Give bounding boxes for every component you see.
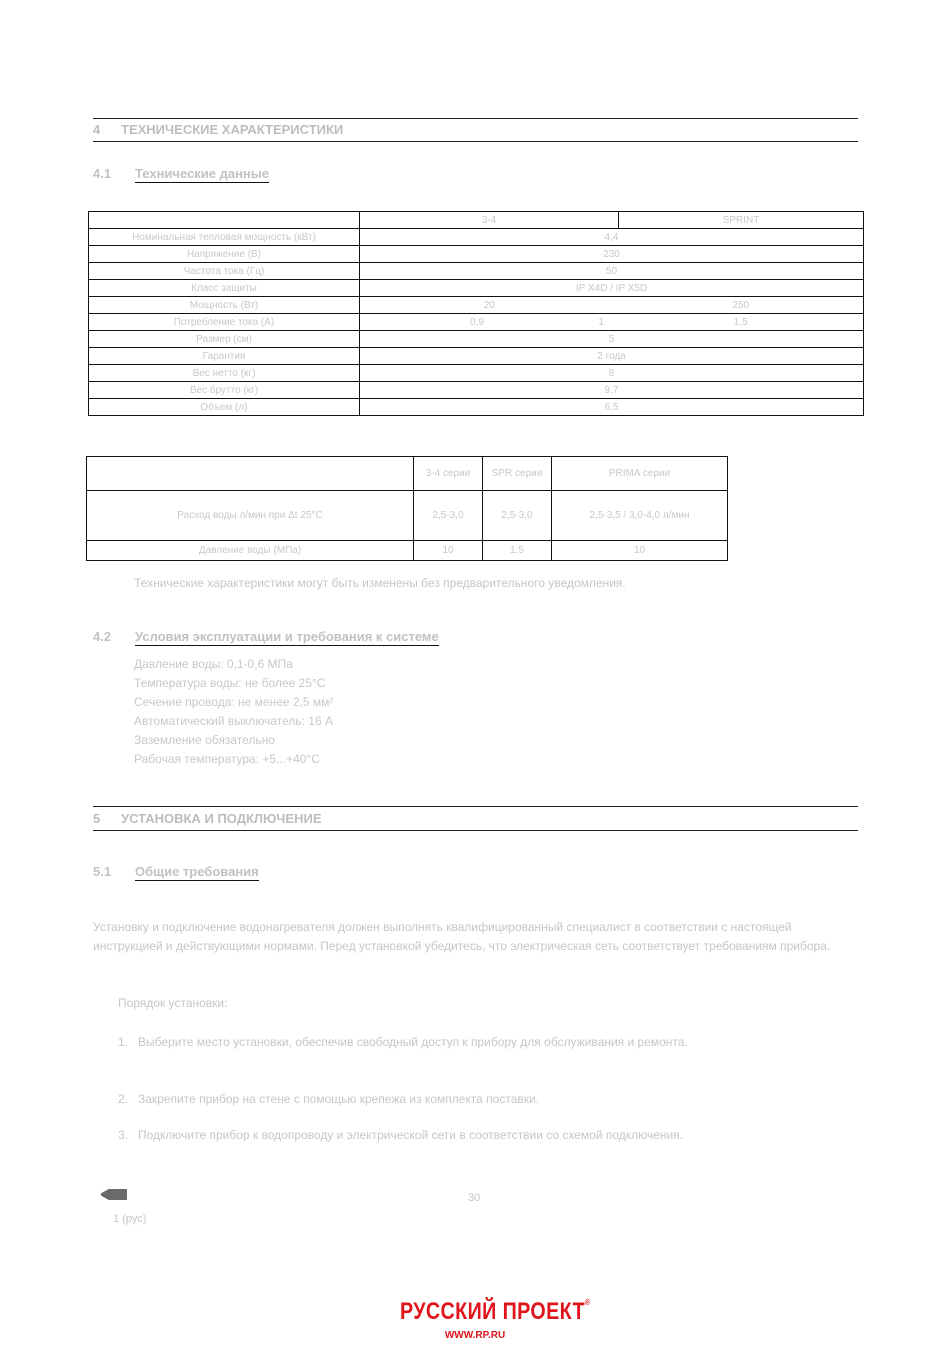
- table-header-row: [87, 457, 728, 491]
- install-step: [118, 1090, 858, 1109]
- specs-table: [88, 211, 864, 416]
- table-cell: 4,4: [360, 229, 864, 246]
- table-cell: 10: [414, 541, 483, 561]
- list-item: Давление воды: 0,1-0,6 МПа: [134, 657, 293, 671]
- table-cell: 6,5: [360, 399, 864, 416]
- subsection-title-text: Условия эксплуатации и требования к системе: [135, 629, 439, 644]
- registered-mark: ®: [585, 1298, 591, 1307]
- table-row: [89, 246, 864, 263]
- brand-logo: [400, 1298, 590, 1326]
- table-cell: 1,5: [619, 314, 864, 331]
- section-rule-bottom: [93, 830, 858, 831]
- table-header-cell: 3-4 серии: [414, 457, 483, 491]
- brand-url: WWW.RP.RU: [444, 1330, 506, 1341]
- table-cell: 10: [552, 541, 728, 561]
- step-text: Подключите прибор к водопроводу и электрической сети в соответствии со схемой подключения.: [138, 1128, 683, 1142]
- table-cell-label: Напряжение (В): [89, 246, 360, 263]
- table-cell: 2 года: [360, 348, 864, 365]
- requirements-list: [134, 655, 333, 769]
- table-note: Технические характеристики могут быть изменены без предварительного уведомления.: [134, 576, 626, 590]
- footer-note: 1 (рус): [113, 1213, 147, 1225]
- section-5-title-text: УСТАНОВКА И ПОДКЛЮЧЕНИЕ: [121, 811, 322, 826]
- section-rule-top: [93, 118, 858, 119]
- table-row: [89, 348, 864, 365]
- table-row: [89, 331, 864, 348]
- table-cell: 20: [360, 297, 619, 314]
- table-cell-value: 0,9: [470, 316, 484, 328]
- section-4-title-text: ТЕХНИЧЕСКИЕ ХАРАКТЕРИСТИКИ: [121, 122, 344, 137]
- table-cell-label: Вес брутто (кг): [89, 382, 360, 399]
- list-item: Сечение провода: не менее 2,5 мм²: [134, 695, 334, 709]
- flow-table: [86, 456, 728, 561]
- table-cell-label: Объем (л): [89, 399, 360, 416]
- table-row: [89, 263, 864, 280]
- brand-name: РУССКИЙ ПРОЕКТ: [400, 1298, 586, 1325]
- table-header-cell: [87, 457, 414, 491]
- install-intro: Порядок установки:: [118, 996, 228, 1010]
- table-cell-label: Размер (см): [89, 331, 360, 348]
- table-row: [89, 382, 864, 399]
- section-rule-bottom: [93, 141, 858, 142]
- install-step: [118, 1033, 858, 1052]
- table-cell: [360, 314, 619, 331]
- step-number: 3.: [118, 1128, 129, 1142]
- list-item: Заземление обязательно: [134, 733, 275, 747]
- install-paragraph: Установку и подключение водонагревателя должен выполнять квалифицированный специалист в соответствии с настоящей инструкцией и действующими нормами. Перед установкой убедитесь, что электрическая сеть соответствует требованиям прибора.: [93, 920, 831, 953]
- subsection-4-2-title: [93, 629, 439, 644]
- table-cell: 50: [360, 263, 864, 280]
- table-header-row: [89, 212, 864, 229]
- table-row: [89, 297, 864, 314]
- subsection-5-1-title: [93, 864, 259, 879]
- step-number: 2.: [118, 1092, 129, 1106]
- section-4-title: [93, 122, 343, 137]
- install-step: [118, 1126, 858, 1145]
- list-item: Автоматический выключатель: 16 А: [134, 714, 333, 728]
- table-cell-label: Класс защиты: [89, 280, 360, 297]
- subsection-title-text: Технические данные: [135, 166, 270, 181]
- subsection-number: 5.1: [93, 864, 112, 879]
- book-icon: [101, 1189, 127, 1200]
- table-cell: 2,5-3,0: [483, 491, 552, 541]
- table-row: [89, 280, 864, 297]
- table-cell-label: Давление воды (МПа): [87, 541, 414, 561]
- list-item: Рабочая температура: +5...+40°C: [134, 752, 320, 766]
- step-text: Выберите место установки, обеспечив свободный доступ к прибору для обслуживания и ремонта.: [138, 1035, 688, 1049]
- table-cell-value: 1: [598, 316, 604, 328]
- table-cell: IP X4D / IP X5D: [360, 280, 864, 297]
- table-cell: 250: [619, 297, 864, 314]
- table-header-cell: PRIMA серии: [552, 457, 728, 491]
- table-cell-label: Потребление тока (А): [89, 314, 360, 331]
- table-row: [89, 229, 864, 246]
- list-item: Температура воды: не более 25°C: [134, 676, 326, 690]
- table-cell: 5: [360, 331, 864, 348]
- table-header-cell: SPR серии: [483, 457, 552, 491]
- section-5-title: [93, 811, 321, 826]
- table-cell: 2,5-3,5 / 3,0-4,0 л/мин: [552, 491, 728, 541]
- table-cell: 2,5-3,0: [414, 491, 483, 541]
- subsection-number: 4.2: [93, 629, 112, 644]
- subsection-number: 4.1: [93, 166, 112, 181]
- table-row: [89, 314, 864, 331]
- table-row: [87, 541, 728, 561]
- table-cell-label: Расход воды л/мин при Δt 25°C: [87, 491, 414, 541]
- table-cell: 230: [360, 246, 864, 263]
- table-header-cell: [89, 212, 360, 229]
- section-4-number: 4: [93, 122, 101, 137]
- table-cell-label: Номинальная тепловая мощность (кВт): [89, 229, 360, 246]
- table-row: [89, 365, 864, 382]
- subsection-4-1-title: [93, 166, 269, 181]
- table-row: [89, 399, 864, 416]
- table-cell-label: Мощность (Вт): [89, 297, 360, 314]
- table-row: [87, 491, 728, 541]
- table-header-cell: 3-4: [360, 212, 619, 229]
- section-rule-top: [93, 806, 858, 807]
- step-text: Закрепите прибор на стене с помощью крепежа из комплекта поставки.: [138, 1092, 540, 1106]
- page-number: 30: [468, 1192, 481, 1204]
- subsection-title-text: Общие требования: [135, 864, 259, 879]
- table-header-cell: SPRINT: [619, 212, 864, 229]
- table-cell: 9,7: [360, 382, 864, 399]
- step-number: 1.: [118, 1035, 129, 1049]
- table-cell-label: Вес нетто (кг): [89, 365, 360, 382]
- section-5-number: 5: [93, 811, 101, 826]
- table-cell: 1,5: [483, 541, 552, 561]
- table-cell-label: Гарантия: [89, 348, 360, 365]
- table-cell-label: Частота тока (Гц): [89, 263, 360, 280]
- table-cell: 8: [360, 365, 864, 382]
